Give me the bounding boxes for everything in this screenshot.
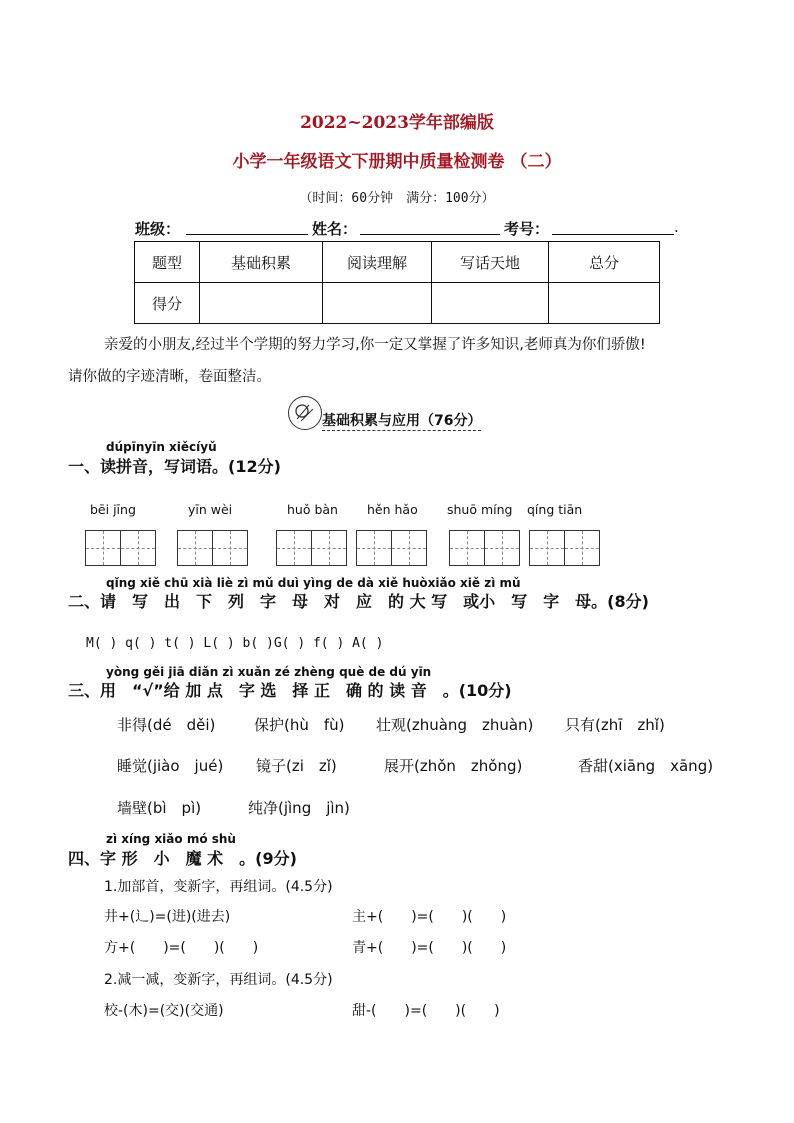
q4-pinyin: zì xíng xiǎo mó shù [106, 832, 236, 846]
score-header-basic: 基础积累 [200, 242, 323, 283]
q1-pinyin: dúpīnyīn xiěcíyǔ [106, 440, 217, 454]
q3-option[interactable]: 非得(dé děi) [117, 716, 216, 734]
title-main: 小学一年级语文下册期中质量检测卷 （二） [232, 152, 562, 172]
section-badge-icon [288, 396, 322, 430]
score-cell[interactable] [200, 283, 323, 324]
class-label: 班级： [135, 220, 181, 238]
score-cell[interactable] [549, 283, 660, 324]
intro-line-2: 请你做的字迹清晰，卷面整洁。 [68, 369, 271, 385]
q3-option[interactable]: 壮观(zhuàng zhuàn) [376, 716, 534, 734]
q2-letters: M( ) q( ) t( ) L( ) b( )G( ) f( ) A( ) [86, 636, 384, 651]
end-dot: . [674, 218, 679, 236]
q1-word-2: yīn wèi [188, 502, 233, 517]
q3-option[interactable]: 香甜(xiāng xāng) [578, 757, 714, 775]
number-label: 考号： [504, 220, 550, 238]
q4-blank-4[interactable]: 甜-( )=( )( ) [352, 1003, 500, 1019]
writing-grid[interactable] [529, 530, 600, 566]
q2-heading: 二、请 写 出 下 列 字 母 对 应 的 大 写 或小 写 字 母。(8分) [68, 592, 649, 611]
score-header-reading: 阅读理解 [323, 242, 432, 283]
section-label: 基础积累与应用（76分） [322, 410, 481, 431]
writing-grid[interactable] [177, 530, 248, 566]
q4-sub1: 1.加部首，变新字，再组词。(4.5分) [104, 879, 333, 895]
q4-example-1: 井+(辶)=(进)(进去) [104, 909, 231, 925]
score-row-label: 得分 [135, 283, 200, 324]
q4-blank-1[interactable]: 主+( )=( )( ) [352, 909, 507, 925]
name-label: 姓名： [312, 220, 358, 238]
q1-word-5: shuō míng [447, 502, 513, 517]
q4-example-2: 校-(木)=(交)(交通) [104, 1003, 224, 1019]
q3-option[interactable]: 镜子(zi zǐ) [256, 757, 337, 775]
q3-option[interactable]: 睡觉(jiào jué) [117, 757, 224, 775]
q3-option[interactable]: 墙壁(bì pì) [117, 799, 202, 817]
q3-option[interactable]: 纯净(jìng jìn) [248, 799, 350, 817]
number-field[interactable] [552, 220, 674, 235]
q4-sub2: 2.减一减，变新字，再组词。(4.5分) [104, 972, 333, 988]
name-field[interactable] [360, 220, 500, 235]
q3-pinyin: yòng gěi jiā diǎn zì xuǎn zé zhèng què de dú yīn [106, 665, 432, 679]
score-table [134, 241, 660, 324]
writing-grid[interactable] [276, 530, 347, 566]
title-year: 2022~2023学年部编版 [300, 113, 494, 133]
q4-blank-3[interactable]: 青+( )=( )( ) [352, 940, 507, 956]
q4-blank-2[interactable]: 方+( )=( )( ) [104, 940, 259, 956]
q1-word-3: huǒ bàn [287, 502, 338, 517]
writing-grid[interactable] [356, 530, 427, 566]
q3-option[interactable]: 只有(zhī zhǐ) [565, 716, 665, 734]
writing-grid[interactable] [449, 530, 520, 566]
q1-heading: 一、读拼音，写词语。(12分) [68, 457, 281, 476]
score-cell[interactable] [432, 283, 549, 324]
q1-word-4: hěn hǎo [367, 502, 418, 517]
intro-line-1: 亲爱的小朋友,经过半个学期的努力学习,你一定又掌握了许多知识,老师真为你们骄傲! [104, 337, 646, 353]
q2-pinyin: qǐng xiě chū xià liè zì mǔ duì yìng de dà xiě huòxiǎo xiě zì mǔ [106, 576, 521, 590]
q3-option[interactable]: 保护(hù fù) [254, 716, 345, 734]
writing-grid[interactable] [85, 530, 156, 566]
q3-heading: 三、用 “√”给 加 点 字 选 择 正 确 的 读 音 。(10分) [68, 681, 512, 700]
score-header-writing: 写话天地 [432, 242, 549, 283]
q3-option[interactable]: 展开(zhǒn zhǒng) [384, 757, 523, 775]
score-header-total: 总分 [549, 242, 660, 283]
score-header-type: 题型 [135, 242, 200, 283]
subtitle: （时间：60分钟 满分：100分） [299, 191, 495, 206]
class-field[interactable] [186, 220, 308, 235]
q1-word-1: bēi jīng [90, 502, 136, 517]
q1-word-6: qíng tiān [527, 502, 583, 517]
score-cell[interactable] [323, 283, 432, 324]
q4-heading: 四、字 形 小 魔 术 。(9分) [68, 849, 297, 868]
